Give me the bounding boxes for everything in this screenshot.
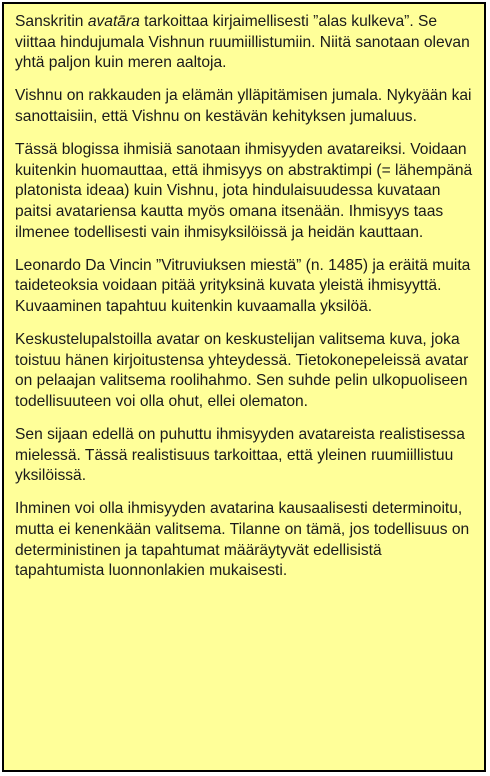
paragraph-1-lead: Sanskritin xyxy=(15,13,88,30)
paragraph-avatara-definition xyxy=(15,12,474,74)
paragraph-humanity-avatars: Tässä blogissa ihmisiä sanotaan ihmisyyden avatareiksi. Voidaan kuitenkin huomauttaa, että ihmisyys on abstraktimpi (= lähempänä platonista ideaa) kuin Vishnu, jota hindulaisuudessa kuvataan paitsi avatariensa kautta myös omana itsenään. Ihmisyys taas ilmenee todellisesti vain ihmisyksilöissä ja heidän kauttaan. xyxy=(15,141,473,241)
paragraph-vishnu: Vishnu on rakkauden ja elämän ylläpitämisen jumala. Nykyään kai sanottaisiin, että Vishnu on kestävän kehityksen jumaluus. xyxy=(15,87,472,125)
paragraph-1-rest: tarkoittaa kirjaimellisesti ”alas kulkeva”. Se viittaa hindujumala Vishnun ruumiillistumiin. Niitä sanotaan olevan yhtä paljon kuin meren aaltoja. xyxy=(15,13,470,72)
paragraph-realistic-sense: Sen sijaan edellä on puhuttu ihmisyyden avatareista realistisessa mielessä. Tässä realistisuus tarkoittaa, että yleinen ruumiillistuu yksilöissä. xyxy=(15,426,465,485)
term-avatara: avatāra xyxy=(87,13,140,30)
paragraph-vitruvian-man: Leonardo Da Vincin ”Vitruviuksen miestä” (n. 1485) ja eräitä muita taideteoksia voidaan pitää yrityksinä kuvata yleistä ihmisyyttä. Kuvaaminen tapahtuu kuitenkin kuvaamalla yksilöä. xyxy=(15,256,471,315)
paragraph-determinism: Ihminen voi olla ihmisyyden avatarina kausaalisesti determinoitu, mutta ei kenenkään valitsema. Tilanne on tämä, jos todellisuus on deterministinen ja tapahtumat määräytyvät edellisistä tapahtumista luonnonlakien mukaisesti. xyxy=(15,500,470,580)
paragraph-forums-games: Keskustelupalstoilla avatar on keskustelijan valitsema kuva, joka toistuu hänen kirjoitustensa yhteydessä. Tietokonepeleissä avatar on pelaajan valitsema roolihahmo. Sen suhde pelin ulkopuoliseen todellisuuteen voi olla ohut, ellei olematon. xyxy=(15,331,469,410)
text-box xyxy=(2,2,486,772)
